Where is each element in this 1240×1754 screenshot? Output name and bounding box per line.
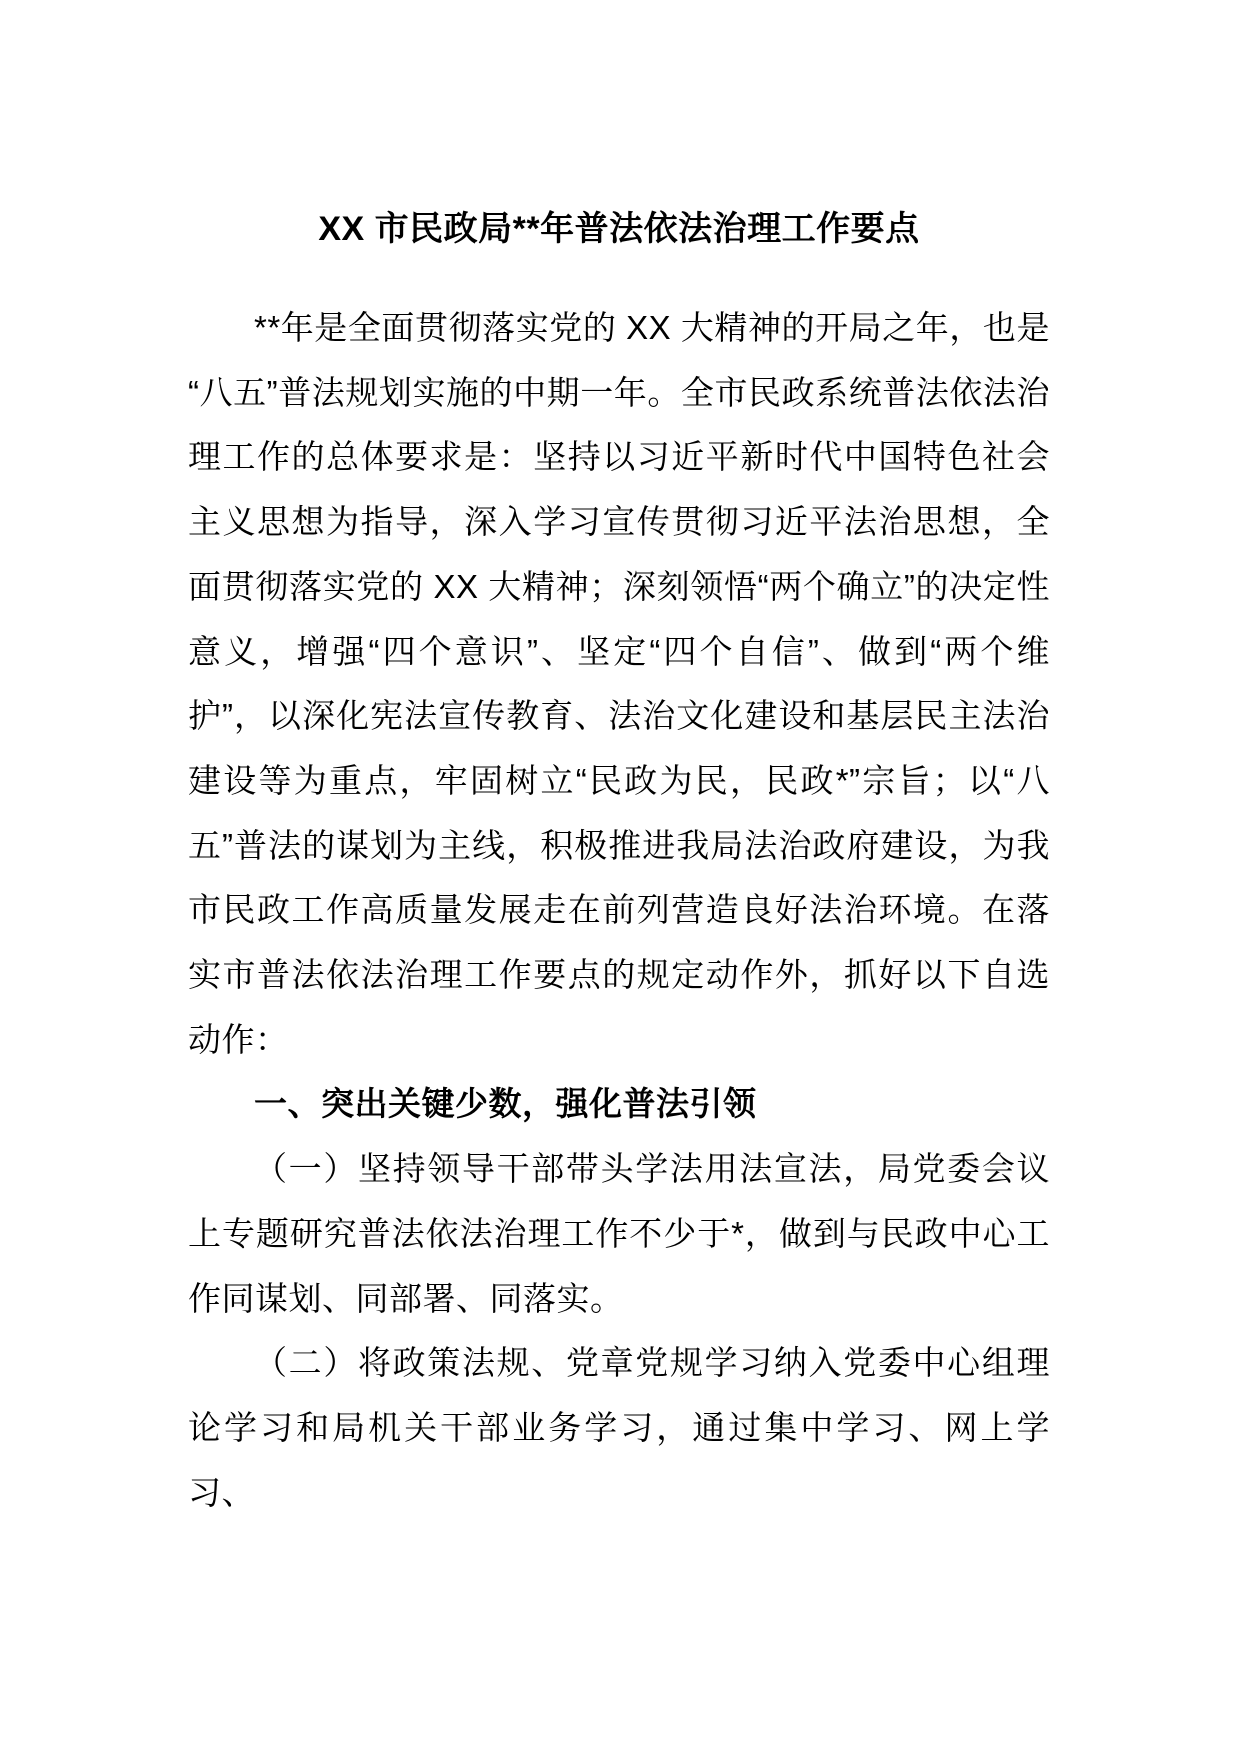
paragraph-item-2: （二）将政策法规、党章党规学习纳入党委中心组理论学习和局机关干部业务学习，通过集中学习、网上学习、	[188, 1344, 1050, 1511]
document-title: XX 市民政局**年普法依法治理工作要点	[318, 210, 920, 248]
paragraph-item-1: （一）坚持领导干部带头学法用法宣法，局党委会议上专题研究普法依法治理工作不少于*，做到与民政中心工作同谋划、同部署、同落实。	[188, 1150, 1050, 1317]
paragraph-intro: **年是全面贯彻落实党的 XX 大精神的开局之年，也是“八五”普法规划实施的中期一年。全市民政系统普法依法治理工作的总体要求是：坚持以习近平新时代中国特色社会主义思想为指导，深入学习宣传贯彻习近平法治思想，全面贯彻落实党的 XX 大精神；深刻领悟“两个确立”的决定性意义，增强“四个意识”、坚定“四个自信”、做到“两个维护”，以深化宪法宣传教育、法治文化建设和基层民主法治建设等为重点，牢固树立“民政为民，民政*”宗旨；以“八五”普法的谋划为主线，积极推进我局法治政府建设，为我市民政工作高质量发展走在前列营造良好法治环境。在落实市普法依法治理工作要点的规定动作外，抓好以下自选动作：	[188, 309, 1050, 1058]
section-heading-1: 一、突出关键少数，强化普法引领	[254, 1085, 757, 1123]
